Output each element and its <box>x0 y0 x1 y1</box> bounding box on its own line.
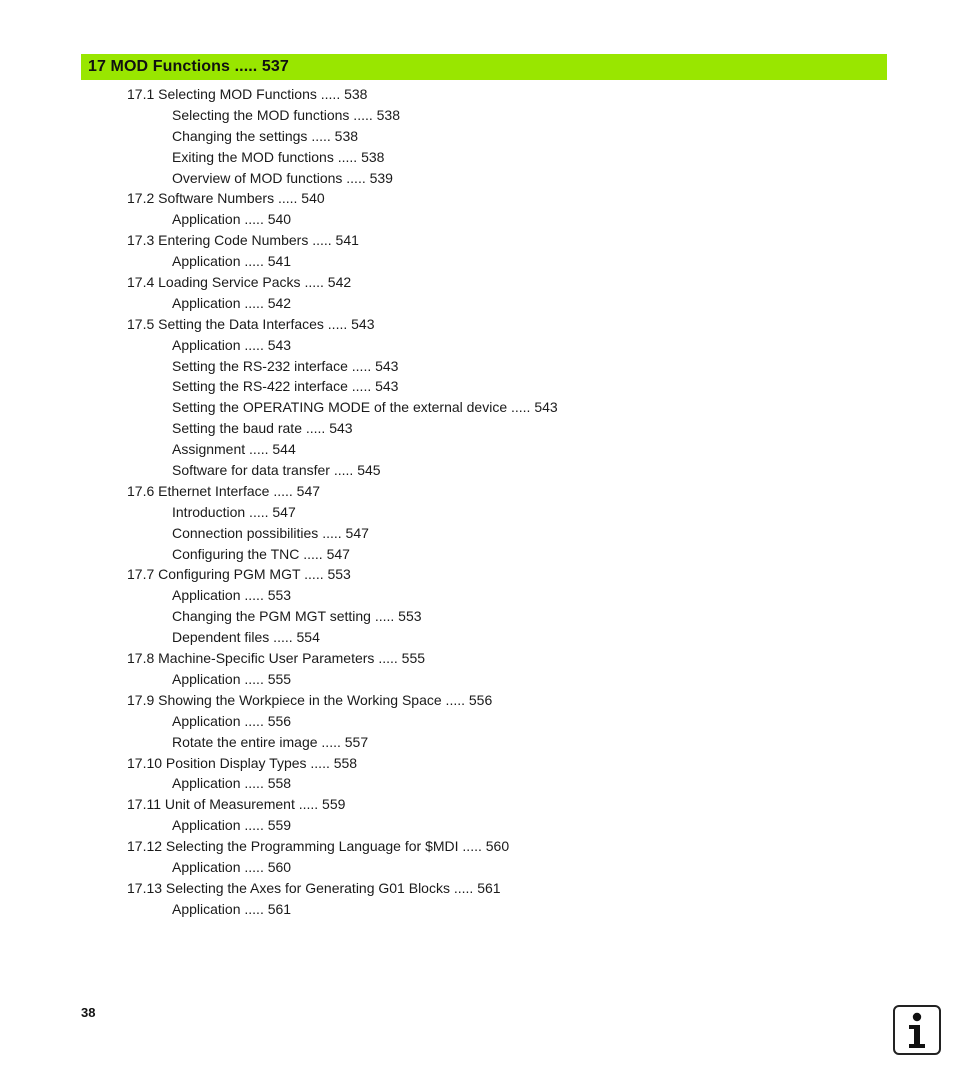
toc-subsection-entry[interactable]: Application ..... 556 <box>172 712 292 729</box>
toc-section-entry[interactable]: 17.11 Unit of Measurement ..... 559 <box>127 796 346 813</box>
toc-section-entry[interactable]: 17.3 Entering Code Numbers ..... 541 <box>127 232 359 249</box>
toc-subsection-entry[interactable]: Application ..... 540 <box>172 211 292 228</box>
toc-section-entry[interactable]: 17.1 Selecting MOD Functions ..... 538 <box>127 86 368 102</box>
toc-section-entry[interactable]: 17.9 Showing the Workpiece in the Working Space ..... 556 <box>127 691 493 708</box>
toc-subsection-entry[interactable]: Overview of MOD functions ..... 539 <box>172 169 393 186</box>
toc-section-entry[interactable]: 17.4 Loading Service Packs ..... 542 <box>127 274 352 291</box>
toc-subsection-entry[interactable]: Application ..... 543 <box>172 336 292 353</box>
toc-subsection-entry[interactable]: Application ..... 558 <box>172 775 292 792</box>
toc-subsection-entry[interactable]: Setting the RS-422 interface ..... 543 <box>172 378 399 395</box>
toc-subsection-entry[interactable]: Application ..... 542 <box>172 294 292 311</box>
toc-subsection-entry[interactable]: Application ..... 541 <box>172 253 292 270</box>
toc-subsection-entry[interactable]: Rotate the entire image ..... 557 <box>172 733 369 750</box>
toc-subsection-entry[interactable]: Connection possibilities ..... 547 <box>172 524 369 541</box>
toc-section-entry[interactable]: 17.13 Selecting the Axes for Generating G01 Blocks ..... 561 <box>127 879 501 896</box>
page-number: 38 <box>81 1005 96 1020</box>
info-icon-glyph <box>895 1007 939 1053</box>
toc-subsection-entry[interactable]: Assignment ..... 544 <box>172 441 296 458</box>
toc-section-entry[interactable]: 17.2 Software Numbers ..... 540 <box>127 190 325 207</box>
toc-section-entry[interactable]: 17.5 Setting the Data Interfaces ..... 543 <box>127 315 375 332</box>
toc-subsection-entry[interactable]: Setting the RS-232 interface ..... 543 <box>172 357 399 374</box>
toc-subsection-entry[interactable]: Software for data transfer ..... 545 <box>172 462 381 479</box>
toc-section-entry[interactable]: 17.7 Configuring PGM MGT ..... 553 <box>127 566 351 583</box>
toc-subsection-entry[interactable]: Dependent files ..... 554 <box>172 629 320 646</box>
toc-subsection-entry[interactable]: Introduction ..... 547 <box>172 503 296 520</box>
toc-subsection-entry[interactable]: Application ..... 555 <box>172 670 292 687</box>
toc-subsection-entry[interactable]: Setting the OPERATING MODE of the external device ..... 543 <box>172 399 558 416</box>
chapter-header-bar <box>81 54 887 80</box>
table-of-contents <box>0 84 558 920</box>
toc-subsection-entry[interactable]: Exiting the MOD functions ..... 538 <box>172 148 385 165</box>
toc-subsection-entry[interactable]: Changing the settings ..... 538 <box>172 127 359 144</box>
toc-subsection-entry[interactable]: Application ..... 559 <box>172 817 292 834</box>
toc-subsection-entry[interactable]: Changing the PGM MGT setting ..... 553 <box>172 608 422 625</box>
toc-section-entry[interactable]: 17.6 Ethernet Interface ..... 547 <box>127 482 321 499</box>
toc-subsection-entry[interactable]: Selecting the MOD functions ..... 538 <box>172 106 401 123</box>
toc-subsection-entry[interactable]: Configuring the TNC ..... 547 <box>172 545 350 562</box>
toc-section-entry[interactable]: 17.8 Machine-Specific User Parameters ..... 555 <box>127 650 426 667</box>
toc-section-entry[interactable]: 17.12 Selecting the Programming Language for $MDI ..... 560 <box>127 838 510 855</box>
toc-subsection-entry[interactable]: Application ..... 560 <box>172 858 292 875</box>
toc-subsection-entry[interactable]: Setting the baud rate ..... 543 <box>172 420 353 437</box>
chapter-title[interactable]: 17 MOD Functions ..... 537 <box>88 58 289 75</box>
info-icon <box>893 1005 941 1055</box>
toc-subsection-entry[interactable]: Application ..... 553 <box>172 587 292 604</box>
toc-section-entry[interactable]: 17.10 Position Display Types ..... 558 <box>127 754 358 771</box>
toc-subsection-entry[interactable]: Application ..... 561 <box>172 900 292 917</box>
